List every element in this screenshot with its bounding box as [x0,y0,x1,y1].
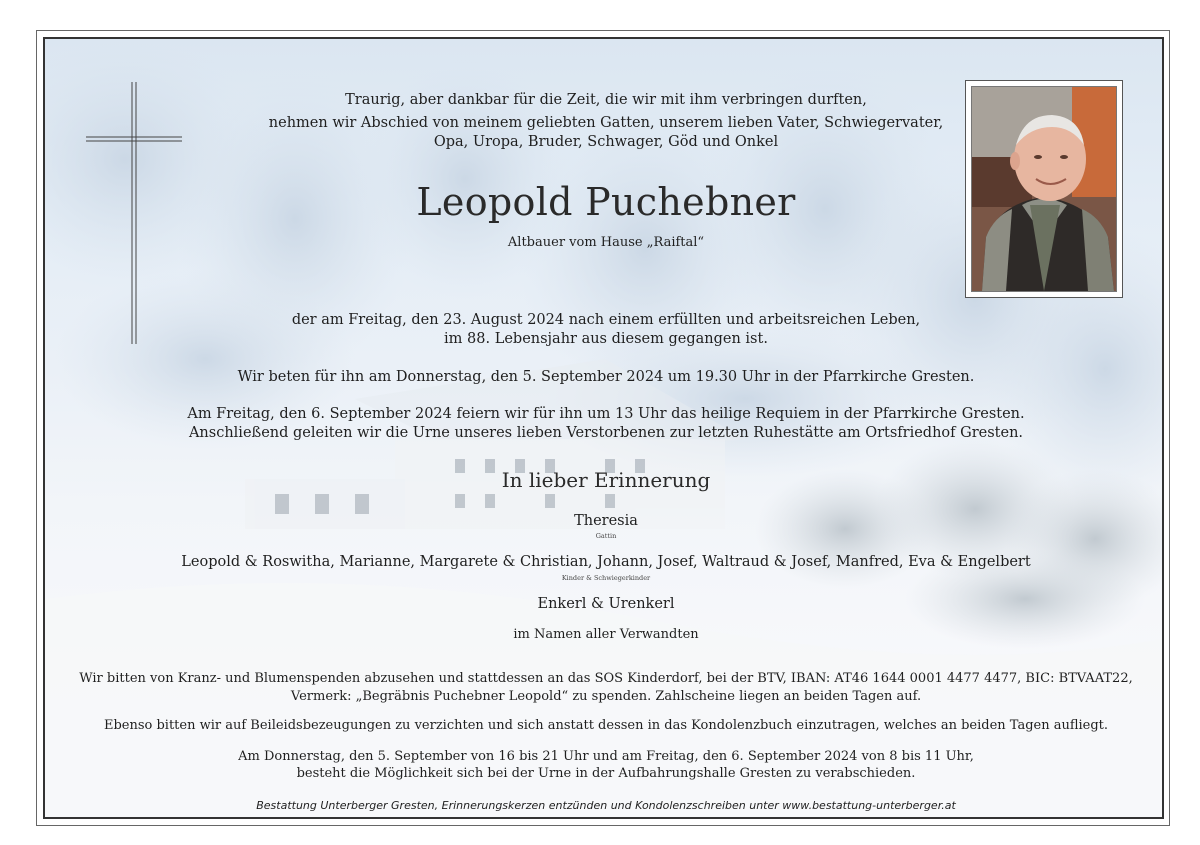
deceased-subtitle: Altbauer vom Hause „Raiftal“ [507,235,705,250]
wife-name: Theresia [574,513,638,529]
grandchildren: Enkerl & Urenkerl [537,596,675,612]
intro-line-2: nehmen wir Abschied von meinem geliebten Gatten, unserem lieben Vater, Schwiegervater, [268,115,944,131]
death-line-2: im 88. Lebensjahr aus diesem gegangen ist. [444,331,768,347]
memory-heading: In lieber Erinnerung [501,468,711,492]
relatives-line: im Namen aller Verwandten [513,627,699,642]
death-line-1: der am Freitag, den 23. August 2024 nach einem erfüllten und arbeitsreichen Leben, [291,312,921,328]
farewell-line-1: Am Donnerstag, den 5. September von 16 bis 21 Uhr und am Freitag, den 6. September 2024 von 8 bis 11 Uhr, [238,749,974,764]
footer-line: Bestattung Unterberger Gresten, Erinnerungskerzen entzünden und Kondolenzschreiben unter www.bestattung-unterberger.at [256,799,956,812]
farewell-line-2: besteht die Möglichkeit sich bei der Urne in der Aufbahrungshalle Gresten zu verabschieden. [296,766,916,781]
wife-role: Gattin [595,532,617,540]
prayer-line: Wir beten für ihn am Donnerstag, den 5. September 2024 um 19.30 Uhr in der Pfarrkirche Gresten. [237,369,975,385]
donation-line-2: Vermerk: „Begräbnis Puchebner Leopold“ zu spenden. Zahlscheine liegen an beiden Tagen auf. [290,689,922,704]
deceased-name: Leopold Puchebner [416,180,796,224]
requiem-line-1: Am Freitag, den 6. September 2024 feiern wir für ihn um 13 Uhr das heilige Requiem in der Pfarrkirche Gresten. [187,406,1025,422]
children-role: Kinder & Schwiegerkinder [561,574,651,582]
intro-line-3: Opa, Uropa, Bruder, Schwager, Göd und Onkel [433,134,779,150]
children-names: Leopold & Roswitha, Marianne, Margarete & Christian, Johann, Josef, Waltraud & Josef, Manfred, Eva & Engelbert [181,554,1031,570]
donation-line-1: Wir bitten von Kranz- und Blumenspenden abzusehen und stattdessen an das SOS Kinderdorf, bei der BTV, IBAN: AT46 1644 0001 4477 4477, BIC: BTVAAT22, [79,671,1133,686]
condolence-line: Ebenso bitten wir auf Beileidsbezeugungen zu verzichten und sich anstatt dessen in das Kondolenzbuch einzutragen, welches an beiden Tagen aufliegt. [103,718,1109,733]
intro-line-1: Traurig, aber dankbar für die Zeit, die wir mit ihm verbringen durften, [345,92,867,108]
requiem-line-2: Anschließend geleiten wir die Urne unseres lieben Verstorbenen zur letzten Ruhestätte am Ortsfriedhof Gresten. [188,425,1024,441]
